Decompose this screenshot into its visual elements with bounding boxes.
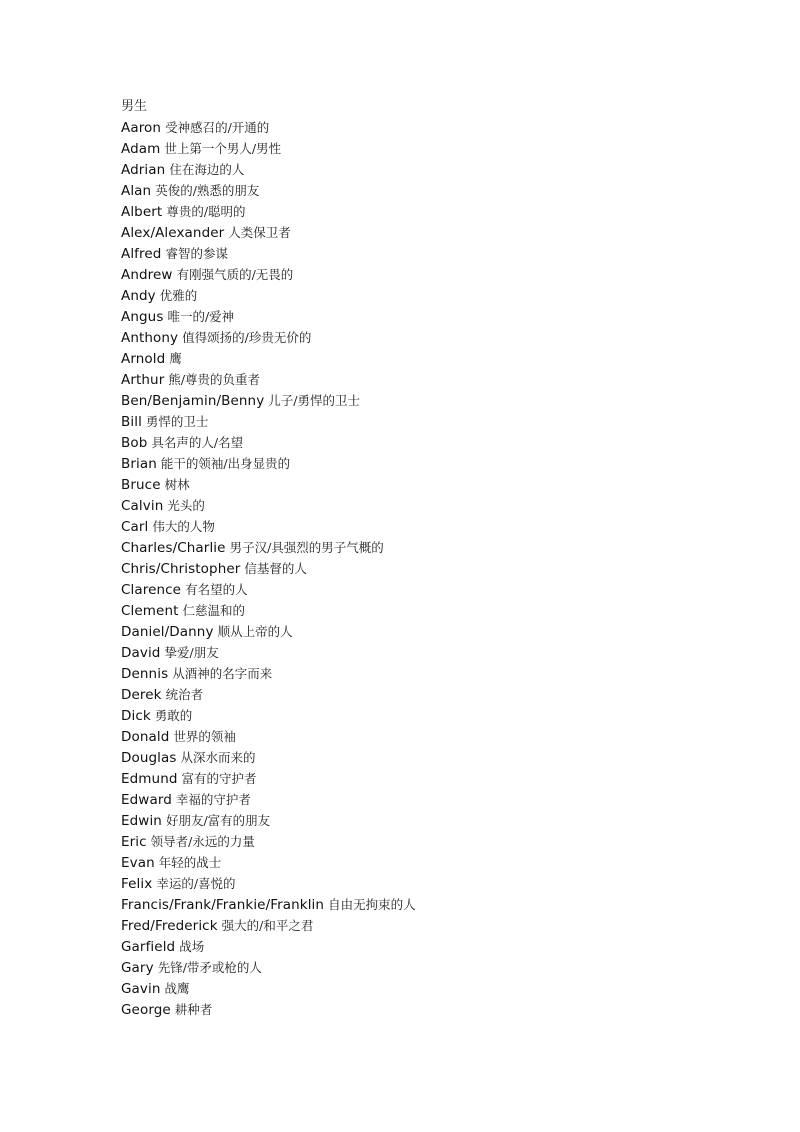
chinese-meaning: 世上第一个男人/男性 bbox=[164, 141, 282, 156]
english-name: Felix bbox=[121, 876, 153, 892]
english-name: Clarence bbox=[121, 582, 182, 598]
english-name: Evan bbox=[121, 855, 155, 871]
name-entry bbox=[121, 999, 761, 1020]
chinese-meaning: 儿子/勇悍的卫士 bbox=[268, 393, 361, 408]
english-name: Brian bbox=[121, 456, 157, 472]
name-entry bbox=[121, 558, 761, 579]
name-entry bbox=[121, 243, 761, 264]
name-entry bbox=[121, 747, 761, 768]
chinese-meaning: 强大的/和平之君 bbox=[221, 918, 314, 933]
name-entry bbox=[121, 495, 761, 516]
name-entry bbox=[121, 159, 761, 180]
name-entry bbox=[121, 222, 761, 243]
english-name: Adam bbox=[121, 141, 161, 157]
name-entry bbox=[121, 306, 761, 327]
english-name: Edward bbox=[121, 792, 172, 808]
english-name: Edwin bbox=[121, 813, 162, 829]
name-entry bbox=[121, 537, 761, 558]
english-name: David bbox=[121, 645, 161, 661]
english-name: Andrew bbox=[121, 267, 173, 283]
chinese-meaning: 从酒神的名字而来 bbox=[172, 666, 273, 681]
section-heading: 男生 bbox=[121, 99, 148, 114]
chinese-meaning: 男子汉/具强烈的男子气概的 bbox=[229, 540, 384, 555]
name-entry bbox=[121, 768, 761, 789]
chinese-meaning: 睿智的参谋 bbox=[165, 246, 228, 261]
name-entry bbox=[121, 138, 761, 159]
english-name: Angus bbox=[121, 309, 164, 325]
chinese-meaning: 好朋友/富有的朋友 bbox=[165, 813, 271, 828]
english-name: George bbox=[121, 1002, 171, 1018]
name-entry bbox=[121, 831, 761, 852]
name-entry bbox=[121, 201, 761, 222]
name-entry bbox=[121, 411, 761, 432]
name-list bbox=[121, 117, 761, 1020]
document-content bbox=[121, 96, 761, 1020]
chinese-meaning: 世界的领袖 bbox=[173, 729, 236, 744]
chinese-meaning: 英俊的/熟悉的朋友 bbox=[155, 183, 260, 198]
name-entry bbox=[121, 894, 761, 915]
name-entry bbox=[121, 474, 761, 495]
name-entry bbox=[121, 726, 761, 747]
english-name: Alex/Alexander bbox=[121, 225, 225, 241]
name-entry bbox=[121, 789, 761, 810]
chinese-meaning: 仁慈温和的 bbox=[182, 603, 246, 618]
english-name: Alfred bbox=[121, 246, 162, 262]
english-name: Bob bbox=[121, 435, 148, 451]
name-entry bbox=[121, 390, 761, 411]
name-entry bbox=[121, 936, 761, 957]
english-name: Ben/Benjamin/Benny bbox=[121, 393, 265, 409]
english-name: Bruce bbox=[121, 477, 161, 493]
name-entry bbox=[121, 705, 761, 726]
name-entry bbox=[121, 663, 761, 684]
name-entry bbox=[121, 348, 761, 369]
english-name: Daniel/Danny bbox=[121, 624, 214, 640]
name-entry bbox=[121, 684, 761, 705]
name-entry bbox=[121, 453, 761, 474]
chinese-meaning: 挚爱/朋友 bbox=[164, 645, 219, 660]
chinese-meaning: 住在海边的人 bbox=[169, 162, 245, 177]
name-entry bbox=[121, 327, 761, 348]
english-name: Douglas bbox=[121, 750, 177, 766]
english-name: Adrian bbox=[121, 162, 166, 178]
name-entry bbox=[121, 978, 761, 999]
name-entry bbox=[121, 285, 761, 306]
chinese-meaning: 伟大的人物 bbox=[152, 519, 215, 534]
english-name: Charles/Charlie bbox=[121, 540, 226, 556]
name-entry bbox=[121, 915, 761, 936]
chinese-meaning: 从深水而来的 bbox=[180, 750, 256, 765]
chinese-meaning: 幸福的守护者 bbox=[175, 792, 251, 807]
name-entry bbox=[121, 957, 761, 978]
chinese-meaning: 战场 bbox=[179, 939, 205, 954]
chinese-meaning: 富有的守护者 bbox=[181, 771, 257, 786]
chinese-meaning: 勇悍的卫士 bbox=[145, 414, 209, 429]
english-name: Derek bbox=[121, 687, 162, 703]
name-entry bbox=[121, 621, 761, 642]
name-entry bbox=[121, 810, 761, 831]
chinese-meaning: 先锋/带矛或枪的人 bbox=[157, 960, 262, 975]
name-entry bbox=[121, 852, 761, 873]
chinese-meaning: 受神感召的/开通的 bbox=[165, 120, 270, 135]
english-name: Andy bbox=[121, 288, 156, 304]
english-name: Garfield bbox=[121, 939, 176, 955]
english-name: Clement bbox=[121, 603, 179, 619]
name-entry bbox=[121, 579, 761, 600]
chinese-meaning: 具名声的人/名望 bbox=[151, 435, 244, 450]
name-entry bbox=[121, 369, 761, 390]
chinese-meaning: 值得颂扬的/珍贵无价的 bbox=[182, 330, 312, 345]
chinese-meaning: 人类保卫者 bbox=[228, 225, 291, 240]
name-entry bbox=[121, 432, 761, 453]
english-name: Calvin bbox=[121, 498, 164, 514]
english-name: Chris/Christopher bbox=[121, 561, 241, 577]
chinese-meaning: 自由无拘束的人 bbox=[328, 897, 416, 912]
english-name: Eric bbox=[121, 834, 147, 850]
chinese-meaning: 耕种者 bbox=[174, 1002, 213, 1017]
english-name: Bill bbox=[121, 414, 142, 430]
english-name: Gavin bbox=[121, 981, 161, 997]
chinese-meaning: 顺从上帝的人 bbox=[217, 624, 293, 639]
english-name: Edmund bbox=[121, 771, 178, 787]
english-name: Donald bbox=[121, 729, 170, 745]
english-name: Francis/Frank/Frankie/Franklin bbox=[121, 897, 325, 913]
chinese-meaning: 有刚强气质的/无畏的 bbox=[176, 267, 294, 282]
chinese-meaning: 领导者/永远的力量 bbox=[150, 834, 255, 849]
chinese-meaning: 光头的 bbox=[167, 498, 205, 513]
chinese-meaning: 优雅的 bbox=[159, 288, 198, 303]
chinese-meaning: 有名望的人 bbox=[185, 582, 248, 597]
chinese-meaning: 勇敢的 bbox=[154, 708, 193, 723]
chinese-meaning: 尊贵的/聪明的 bbox=[166, 204, 246, 219]
name-entry bbox=[121, 642, 761, 663]
chinese-meaning: 能干的领袖/出身显贵的 bbox=[160, 456, 291, 471]
name-entry bbox=[121, 117, 761, 138]
chinese-meaning: 统治者 bbox=[165, 687, 204, 702]
chinese-meaning: 鹰 bbox=[169, 351, 182, 366]
english-name: Alan bbox=[121, 183, 152, 199]
english-name: Gary bbox=[121, 960, 154, 976]
name-entry bbox=[121, 180, 761, 201]
english-name: Dennis bbox=[121, 666, 169, 682]
name-entry bbox=[121, 600, 761, 621]
english-name: Dick bbox=[121, 708, 151, 724]
chinese-meaning: 幸运的/喜悦的 bbox=[156, 876, 236, 891]
name-entry bbox=[121, 264, 761, 285]
chinese-meaning: 熊/尊贵的负重者 bbox=[168, 372, 261, 387]
english-name: Arthur bbox=[121, 372, 165, 388]
english-name: Albert bbox=[121, 204, 163, 220]
chinese-meaning: 战鹰 bbox=[164, 981, 190, 996]
chinese-meaning: 信基督的人 bbox=[244, 561, 307, 576]
name-entry bbox=[121, 516, 761, 537]
english-name: Carl bbox=[121, 519, 149, 535]
chinese-meaning: 年轻的战士 bbox=[158, 855, 222, 870]
english-name: Fred/Frederick bbox=[121, 918, 218, 934]
name-entry bbox=[121, 873, 761, 894]
chinese-meaning: 唯一的/爱神 bbox=[167, 309, 235, 324]
english-name: Arnold bbox=[121, 351, 166, 367]
chinese-meaning: 树林 bbox=[164, 477, 190, 492]
english-name: Aaron bbox=[121, 120, 162, 136]
english-name: Anthony bbox=[121, 330, 179, 346]
